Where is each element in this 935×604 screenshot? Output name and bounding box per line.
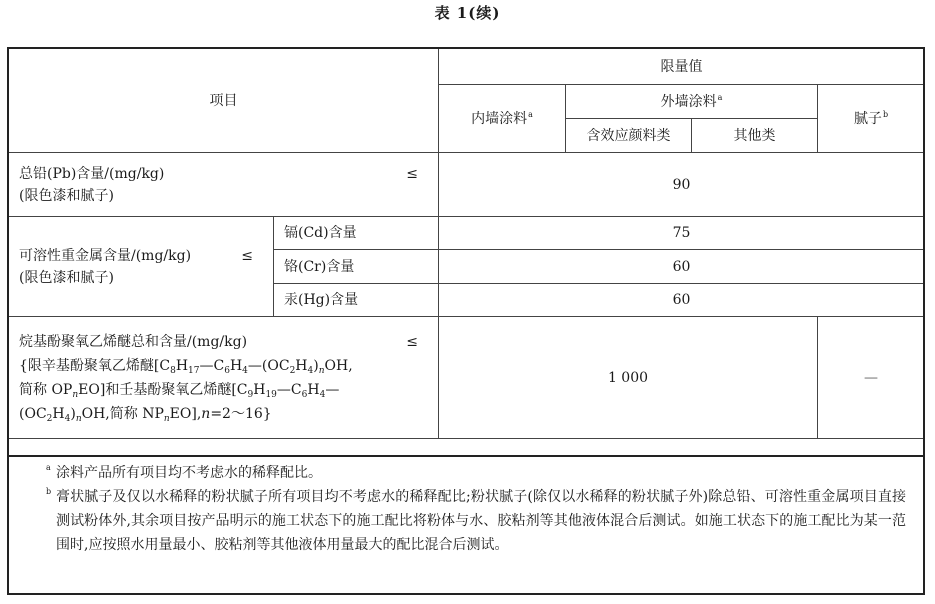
row-cr-label: 铬(Cr)含量	[274, 250, 439, 284]
row-lead-label: 总铅(Pb)含量/(mg/kg)	[19, 165, 165, 182]
header-limit: 限量值	[439, 49, 925, 85]
footnote-a-mark: a	[46, 463, 51, 472]
row-lead-value: 90	[439, 153, 925, 217]
row-cr-value: 60	[439, 250, 925, 284]
row-hg-label: 汞(Hg)含量	[274, 284, 439, 317]
header-others: 其他类	[692, 119, 818, 153]
header-effect-pigment: 含效应颜料类	[566, 119, 692, 153]
le-symbol: ≤	[241, 247, 253, 264]
header-exterior-label: 外墙涂料	[660, 93, 717, 110]
le-symbol: ≤	[406, 165, 418, 182]
le-symbol: ≤	[406, 333, 418, 350]
footnote-b-mark: b	[46, 487, 52, 496]
footnote-b-text: 膏状腻子及仅以水稀释的粉状腻子所有项目均不考虑水的稀释配比;粉状腻子(除仅以水稀释的粉状腻子外)除总铅、可溶性重金属项目直接测试粉体外,其余项目按产品明示的施工状态下的施工配比将粉体与水、胶粘剂等其他液体混合后测试。如施工状态下的施工配比为某一范围时,应按照水用量最小、胶粘剂等其他液体用量最大的配比混合后测试。	[56, 489, 906, 553]
row-ape-value: 1 000	[439, 317, 818, 439]
row-ape-label: 烷基酚聚氧乙烯醚总和含量/(mg/kg)	[19, 333, 248, 350]
row-hg-value: 60	[439, 284, 925, 317]
footnote-a-mark: a	[528, 109, 533, 119]
row-heavy-note: (限色漆和腻子)	[19, 269, 114, 286]
header-putty-label: 腻子	[853, 110, 882, 127]
row-heavy-label: 可溶性重金属含量/(mg/kg)	[19, 247, 192, 264]
header-item: 项目	[9, 49, 439, 153]
row-cd-value: 75	[439, 217, 925, 250]
header-interior-label: 内墙涂料	[471, 110, 528, 127]
row-ape-description: {限辛基酚聚氧乙烯醚[C8H17—C6H4—(OC2H4)nOH, 简称 OPnEO]和壬基酚聚氧乙烯醚[C9H19—C6H4— (OC2H4)nOH,简称 NPnEO],n=2～16}	[19, 357, 353, 424]
table-caption: 表 1(续)	[434, 4, 501, 22]
footnote-a-text: 涂料产品所有项目均不考虑水的稀释配比。	[56, 465, 322, 481]
footnote-b-mark: b	[882, 109, 889, 119]
row-lead-note: (限色漆和腻子)	[19, 187, 114, 204]
table-frame	[7, 47, 925, 595]
row-ape-putty-value: —	[818, 317, 925, 439]
row-cd-label: 镉(Cd)含量	[274, 217, 439, 250]
footnote-a-mark: a	[717, 92, 723, 102]
